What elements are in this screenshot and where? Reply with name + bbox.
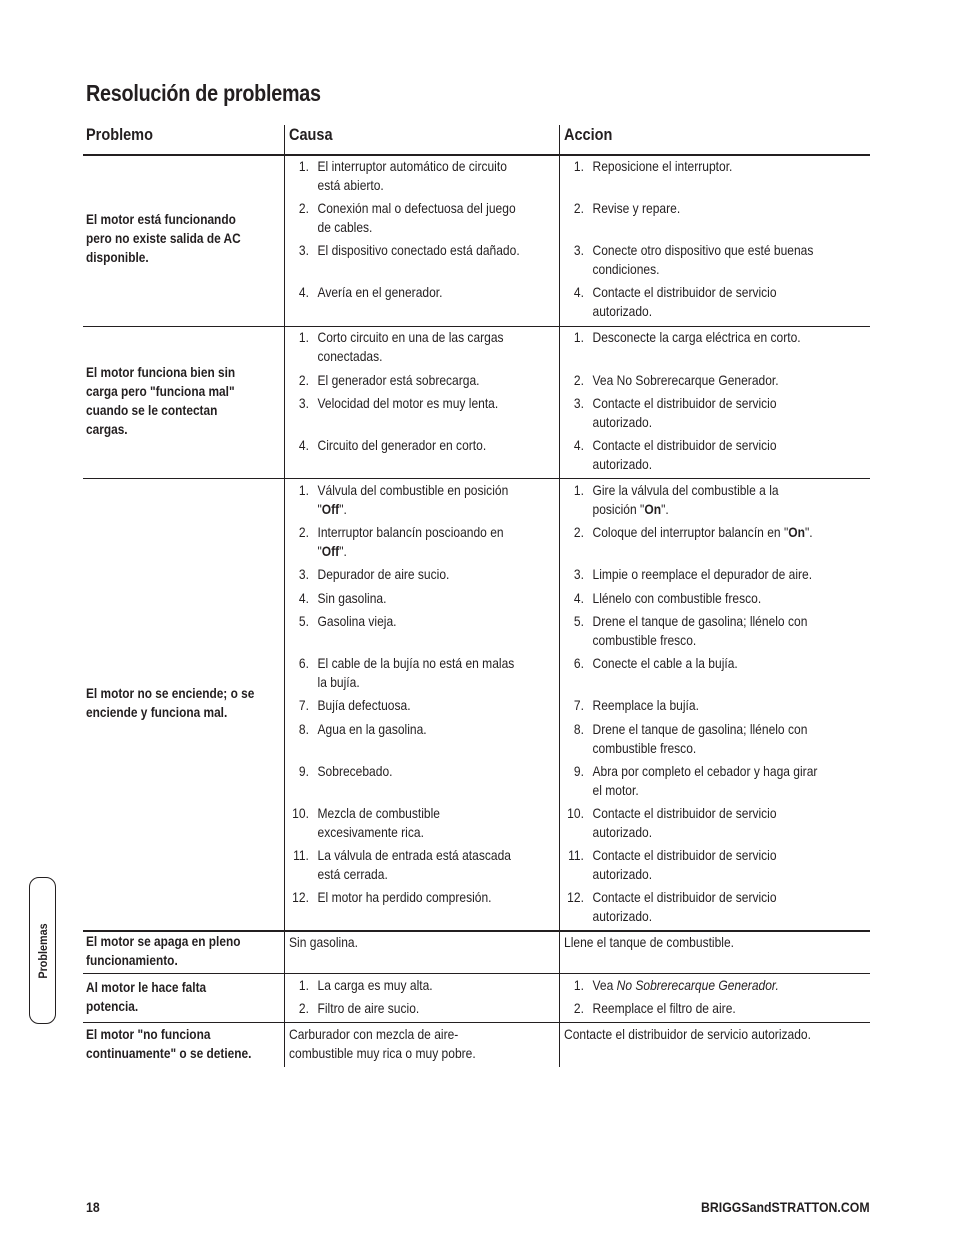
problem-5: Al motor le hace falta potencia. xyxy=(86,980,207,1014)
cause-item: 4. Avería en el generador. xyxy=(298,284,443,300)
cause-item: 9. Sobrecebado. xyxy=(298,763,393,779)
action-item: 11. Contacte el distribuidor de servicio autorizado. xyxy=(568,847,777,882)
action-text: Llene el tanque de combustible. xyxy=(564,934,735,950)
row-divider xyxy=(83,1022,870,1023)
page-title: Resolución de problemas xyxy=(86,80,321,106)
cause-item: 8. Agua en la gasolina. xyxy=(298,721,427,737)
action-item: 7. Reemplace la bujía. xyxy=(573,697,699,713)
action-item: 9. Abra por completo el cebador y haga girar el motor. xyxy=(573,763,818,798)
header-problem: Problemo xyxy=(86,126,153,144)
action-item: 3. Conecte otro dispositivo que esté buenas condiciones. xyxy=(573,242,814,277)
cause-item: 7. Bujía defectuosa. xyxy=(298,697,411,713)
cause-item: 5. Gasolina vieja. xyxy=(298,613,397,629)
action-item: 1. Vea No Sobrerecarque Generador. xyxy=(573,977,779,993)
action-item: 8. Drene el tanque de gasolina; llénelo con combustible fresco. xyxy=(573,721,808,756)
cause-item: 10. Mezcla de combustible excesivamente rica. xyxy=(292,805,440,840)
action-item: 3. Contacte el distribuidor de servicio autorizado. xyxy=(573,395,777,430)
action-item: 3. Limpie o reemplace el depurador de aire. xyxy=(573,566,813,582)
column-divider xyxy=(284,125,285,1067)
cause-item: 1. Corto circuito en una de las cargas conectadas. xyxy=(298,329,504,364)
problem-1: El motor está funcionando pero no existe salida de AC disponible. xyxy=(86,212,241,265)
problem-3: El motor no se enciende; o se enciende y funciona mal. xyxy=(86,686,255,720)
cause-item: 6. El cable de la bujía no está en malas la bujía. xyxy=(298,655,515,690)
row-divider xyxy=(83,973,870,974)
action-item: 12. Contacte el distribuidor de servicio autorizado. xyxy=(567,889,777,924)
cause-text: Carburador con mezcla de aire- combustible muy rica o muy pobre. xyxy=(289,1026,476,1061)
header-action: Accion xyxy=(564,126,613,144)
action-item: 2. Coloque del interruptor balancín en "On". xyxy=(573,524,813,540)
header-rule xyxy=(83,154,870,156)
action-item: 10. Contacte el distribuidor de servicio autorizado. xyxy=(567,805,777,840)
action-text: Contacte el distribuidor de servicio autorizado. xyxy=(564,1026,811,1042)
page-number: 18 xyxy=(86,1199,100,1215)
cause-item: 1. El interruptor automático de circuito está abierto. xyxy=(298,158,507,193)
cause-item: 2. El generador está sobrecarga. xyxy=(298,372,480,388)
cause-item: 3. Velocidad del motor es muy lenta. xyxy=(298,395,499,411)
row-divider xyxy=(83,326,870,327)
cause-item: 2. Conexión mal o defectuosa del juego de cables. xyxy=(298,200,516,235)
action-item: 5. Drene el tanque de gasolina; llénelo con combustible fresco. xyxy=(573,613,808,648)
website-url: BRIGGSandSTRATTON.COM xyxy=(701,1199,870,1215)
section-tab-label: Problemas xyxy=(36,923,50,979)
action-item: 2. Revise y repare. xyxy=(573,200,681,216)
cause-item: 2. Filtro de aire sucio. xyxy=(298,1000,420,1016)
action-item: 6. Conecte el cable a la bujía. xyxy=(573,655,738,671)
action-item: 4. Contacte el distribuidor de servicio autorizado. xyxy=(573,437,777,472)
cause-text: Sin gasolina. xyxy=(289,934,358,950)
cause-item: 12. El motor ha perdido compresión. xyxy=(292,889,492,905)
cause-item: 3. Depurador de aire sucio. xyxy=(298,566,450,582)
problem-2: El motor funciona bien sin carga pero "funciona mal" cuando se le contectan cargas. xyxy=(86,365,236,437)
action-item: 4. Contacte el distribuidor de servicio autorizado. xyxy=(573,284,777,319)
cause-item: 4. Sin gasolina. xyxy=(298,590,387,606)
action-item: 4. Llénelo con combustible fresco. xyxy=(573,590,762,606)
cause-item: 1. Válvula del combustible en posición "Off". xyxy=(298,482,509,517)
problem-4: El motor se apaga en pleno funcionamiento. xyxy=(86,934,241,968)
action-item: 1. Gire la válvula del combustible a la posición "On". xyxy=(573,482,779,517)
row-divider xyxy=(83,478,870,479)
action-item: 1. Desconecte la carga eléctrica en corto. xyxy=(573,329,801,345)
column-divider xyxy=(559,125,560,1067)
header-cause: Causa xyxy=(289,126,333,144)
cause-item: 4. Circuito del generador en corto. xyxy=(298,437,487,453)
cause-item: 2. Interruptor balancín poscioando en "Off". xyxy=(298,524,504,559)
cause-item: 1. La carga es muy alta. xyxy=(298,977,433,993)
action-item: 2. Reemplace el filtro de aire. xyxy=(573,1000,736,1016)
cause-item: 3. El dispositivo conectado está dañado. xyxy=(298,242,520,258)
action-item: 1. Reposicione el interruptor. xyxy=(573,158,733,174)
cause-item: 11. La válvula de entrada está atascada está cerrada. xyxy=(293,847,511,882)
problem-6: El motor "no funciona continuamente" o se detiene. xyxy=(86,1027,252,1061)
action-item: 2. Vea No Sobrerecarque Generador. xyxy=(573,372,779,388)
